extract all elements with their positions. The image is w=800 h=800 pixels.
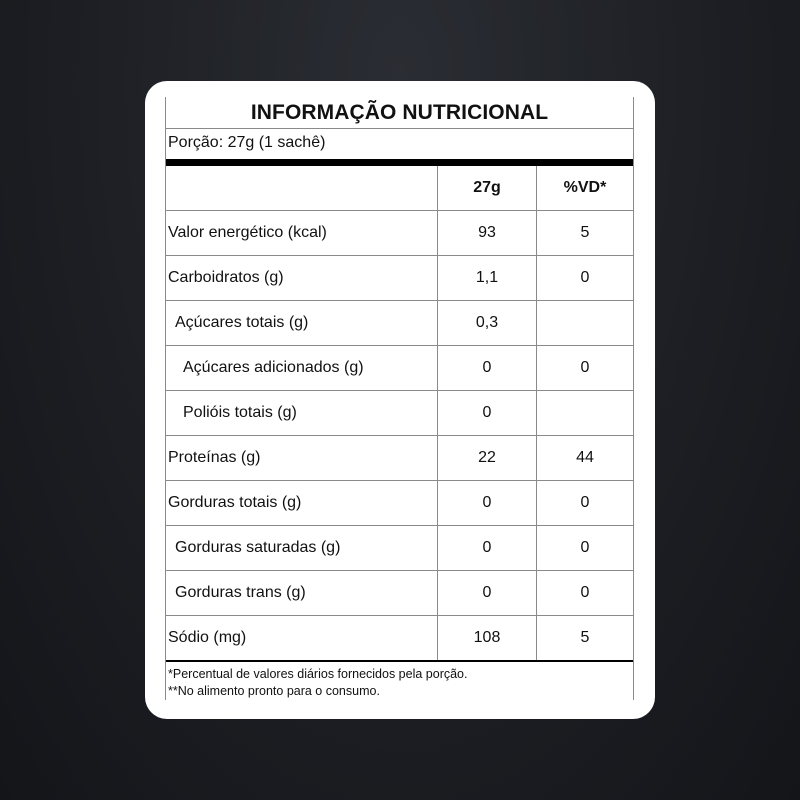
nutrient-vd: 5 — [537, 211, 634, 256]
table-header-row — [166, 166, 633, 211]
table-row — [166, 301, 633, 346]
table-row — [166, 481, 633, 526]
nutrient-vd — [537, 301, 634, 346]
nutrient-amount: 0 — [438, 526, 537, 571]
nutrient-amount: 0 — [438, 571, 537, 616]
nutrient-name: Açúcares adicionados (g) — [166, 346, 438, 391]
nutrient-vd: 0 — [537, 256, 634, 301]
nutrient-vd: 0 — [537, 571, 634, 616]
table-row — [166, 526, 633, 571]
nutrient-name: Polióis totais (g) — [166, 391, 438, 436]
nutrient-name: Gorduras trans (g) — [166, 571, 438, 616]
nutrient-vd — [537, 391, 634, 436]
nutrient-amount: 108 — [438, 616, 537, 662]
nutrition-facts-panel — [165, 97, 634, 700]
table-row — [166, 211, 633, 256]
header-vd-cell: %VD* — [537, 166, 634, 211]
table-row — [166, 346, 633, 391]
nutrient-vd: 5 — [537, 616, 634, 662]
nutrient-name: Gorduras saturadas (g) — [166, 526, 438, 571]
nutrient-amount: 0 — [438, 346, 537, 391]
nutrient-amount: 22 — [438, 436, 537, 481]
nutrient-name: Valor energético (kcal) — [166, 211, 438, 256]
label-title: INFORMAÇÃO NUTRICIONAL — [166, 97, 633, 129]
table-row — [166, 436, 633, 481]
nutrient-name: Sódio (mg) — [166, 616, 438, 662]
footnotes — [166, 662, 633, 700]
nutrient-name: Proteínas (g) — [166, 436, 438, 481]
header-amount-cell: 27g — [438, 166, 537, 211]
portion-size: Porção: 27g (1 sachê) — [168, 134, 326, 151]
nutrient-name: Carboidratos (g) — [166, 256, 438, 301]
table-row — [166, 616, 633, 662]
footnote-ready-to-eat: **No alimento pronto para o consumo. — [168, 684, 380, 698]
nutrient-amount: 93 — [438, 211, 537, 256]
table-row — [166, 571, 633, 616]
footnote-daily-values: *Percentual de valores diários fornecidos pela porção. — [168, 667, 468, 681]
table-row — [166, 256, 633, 301]
nutrient-vd: 0 — [537, 526, 634, 571]
thick-divider — [166, 159, 633, 166]
nutrient-name: Açúcares totais (g) — [166, 301, 438, 346]
nutrient-vd: 0 — [537, 346, 634, 391]
nutrition-table — [166, 166, 633, 662]
table-row — [166, 391, 633, 436]
nutrition-label-card — [145, 81, 655, 719]
nutrient-amount: 1,1 — [438, 256, 537, 301]
nutrient-amount: 0 — [438, 391, 537, 436]
nutrient-name: Gorduras totais (g) — [166, 481, 438, 526]
header-label-cell — [166, 166, 438, 211]
nutrient-amount: 0 — [438, 481, 537, 526]
nutrient-vd: 0 — [537, 481, 634, 526]
nutrient-vd: 44 — [537, 436, 634, 481]
nutrient-amount: 0,3 — [438, 301, 537, 346]
